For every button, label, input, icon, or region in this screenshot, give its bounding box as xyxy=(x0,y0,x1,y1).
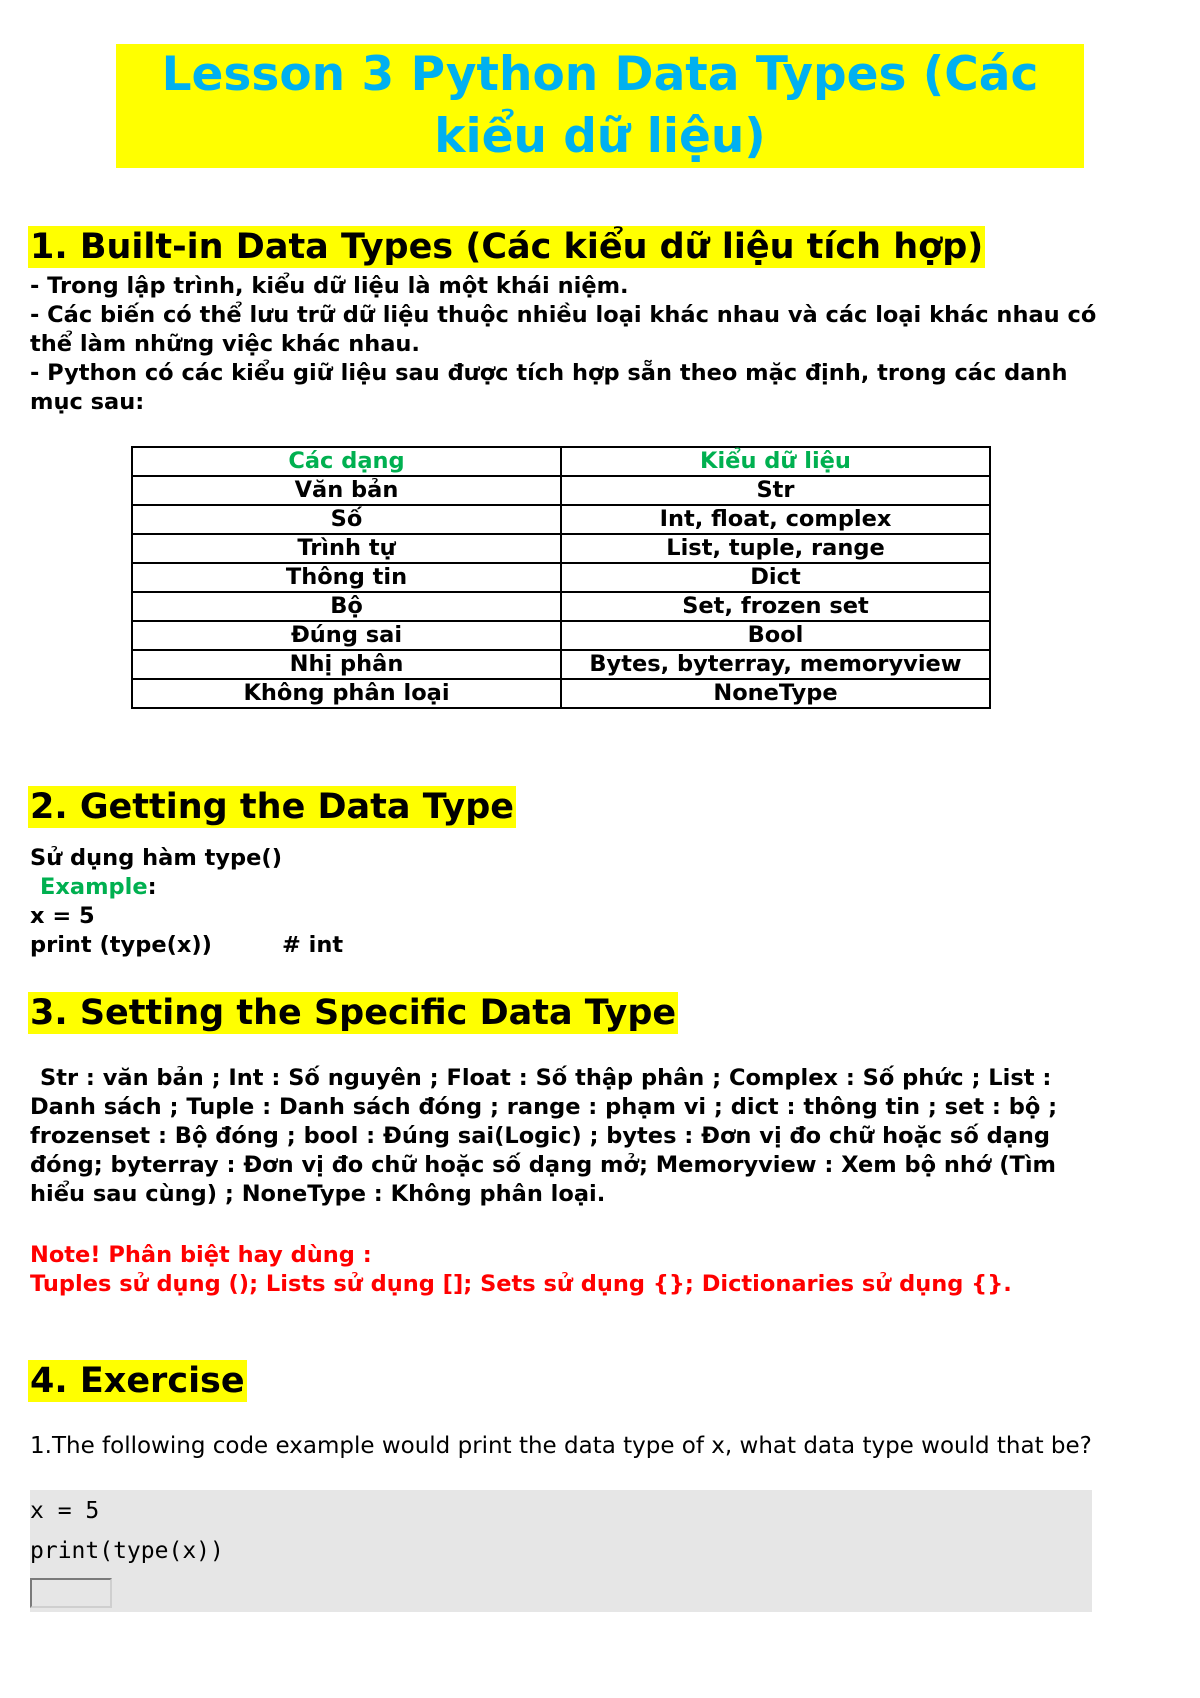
table-row xyxy=(132,563,990,592)
table-row xyxy=(132,505,990,534)
exercise-code-box xyxy=(30,1490,1092,1612)
section2-intro: Sử dụng hàm type() xyxy=(30,845,282,871)
example-code-line xyxy=(30,931,1110,960)
table-cell: Số xyxy=(132,505,561,534)
note-text: Tuples sử dụng (); Lists sử dụng []; Sets sử dụng {}; Dictionaries sử dụng {}. xyxy=(30,1271,1012,1297)
section1-heading: 1. Built-in Data Types (Các kiểu dữ liệu tích hợp) xyxy=(30,227,984,267)
table-cell: Set, frozen set xyxy=(561,592,990,621)
table-cell: Thông tin xyxy=(132,563,561,592)
data-types-table xyxy=(131,446,991,709)
table-cell: NoneType xyxy=(561,679,990,708)
bullet-item: - Các biến có thể lưu trữ dữ liệu thuộc nhiều loại khác nhau và các loại khác nhau có thể làm những việc khác nhau. xyxy=(30,302,1097,357)
answer-input[interactable] xyxy=(30,1578,112,1608)
table-cell: Bytes, byterray, memoryview xyxy=(561,650,990,679)
table-cell: Dict xyxy=(561,563,990,592)
section3-heading: 3. Setting the Specific Data Type xyxy=(30,993,677,1033)
exercise-code-line: print(type(x)) xyxy=(30,1538,224,1564)
table-row xyxy=(132,621,990,650)
table-cell: Văn bản xyxy=(132,476,561,505)
table-row xyxy=(132,679,990,708)
exercise-question: 1.The following code example would print the data type of x, what data type would that be? xyxy=(30,1433,1092,1459)
title-wrapper xyxy=(0,44,1200,168)
page-title: Lesson 3 Python Data Types (Các kiểu dữ liệu) xyxy=(116,44,1084,168)
section3-body xyxy=(30,1064,1110,1209)
section3-text: Str : văn bản ; Int : Số nguyên ; Float : Số thập phân ; Complex : Số phức ; List : Danh sách ; Tuple : Danh sách đóng ; range : phạm vi ; dict : thông tin ; set : bộ ; frozenset : Bộ đóng ; bool : Đúng sai(Logic) ; bytes : Đơn vị đo chữ hoặc số dạng đóng; byterray : Đơn vị đo chữ hoặc số dạng mở; Memoryview : Xem bộ nhớ (Tìm hiểu sau cùng) ; NoneType : Không phân loại. xyxy=(30,1065,1058,1207)
example-code-line: x = 5 xyxy=(30,903,95,929)
section2-heading: 2. Getting the Data Type xyxy=(30,787,515,827)
example-code-text: print (type(x)) xyxy=(30,932,212,958)
table-cell: Int, float, complex xyxy=(561,505,990,534)
bullet-item: - Python có các kiểu giữ liệu sau được tích hợp sẵn theo mặc định, trong các danh mục sau: xyxy=(30,360,1068,415)
note-title: Note! Phân biệt hay dùng : xyxy=(30,1242,372,1268)
table-row xyxy=(132,592,990,621)
table-header-cell: Các dạng xyxy=(132,447,561,476)
table-cell: Bool xyxy=(561,621,990,650)
table-cell: Đúng sai xyxy=(132,621,561,650)
table-cell: Str xyxy=(561,476,990,505)
table-row xyxy=(132,534,990,563)
section2-body xyxy=(30,844,1110,960)
table-header-cell: Kiểu dữ liệu xyxy=(561,447,990,476)
bullet-item: - Trong lập trình, kiểu dữ liệu là một khái niệm. xyxy=(30,273,629,299)
example-label: Example xyxy=(40,874,148,900)
table-cell: Trình tự xyxy=(132,534,561,563)
table-cell: List, tuple, range xyxy=(561,534,990,563)
table-cell: Không phân loại xyxy=(132,679,561,708)
example-colon: : xyxy=(147,874,157,900)
exercise-code-line: x = 5 xyxy=(30,1498,100,1524)
section1-bullets xyxy=(30,272,1110,417)
table-row xyxy=(132,650,990,679)
example-code-comment: # int xyxy=(281,932,344,958)
table-cell: Nhị phân xyxy=(132,650,561,679)
table-header-row xyxy=(132,447,990,476)
table-cell: Bộ xyxy=(132,592,561,621)
section4-heading: 4. Exercise xyxy=(30,1361,245,1401)
table-row xyxy=(132,476,990,505)
example-line xyxy=(30,873,1110,902)
note-block xyxy=(30,1241,1110,1299)
